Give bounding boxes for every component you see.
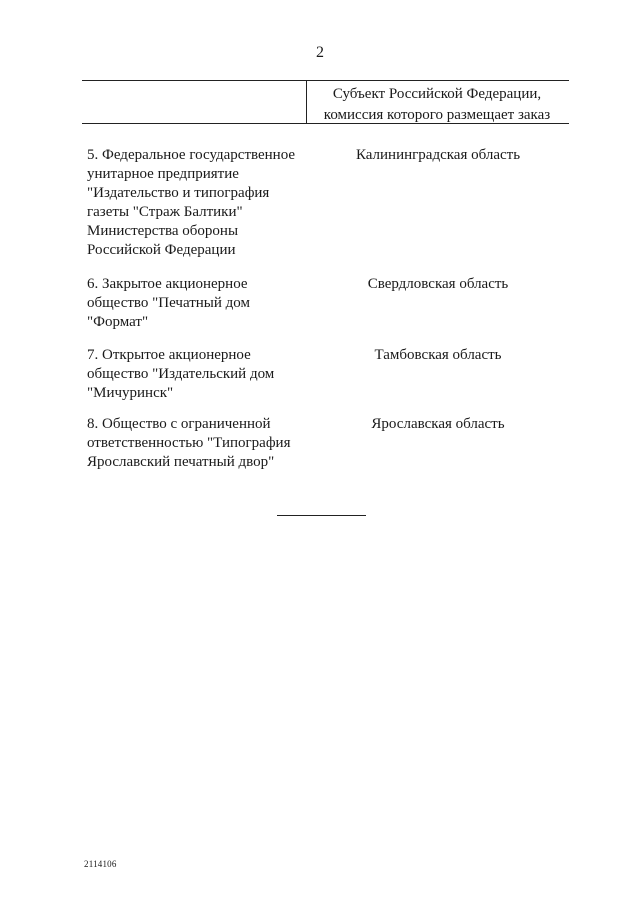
region-cell-5: Калининградская область [355,147,521,163]
organization-line: "Формат" [87,314,149,330]
organization-cell-8 [87,415,317,472]
column-header-line-2: комиссия которого размещает заказ [323,107,551,123]
organization-line: 6. Закрытое акционерное [87,276,248,292]
organization-line: общество "Издательский дом [87,366,275,382]
organization-cell-7 [87,346,317,403]
end-of-document-rule [277,515,366,516]
region-cell-7: Тамбовская область [374,347,502,363]
region-cell-6: Свердловская область [367,276,509,292]
organization-line: "Издательство и типография [87,185,270,201]
organization-line: унитарное предприятие [87,166,239,182]
organization-line: Министерства обороны [87,223,239,239]
organization-line: Ярославский печатный двор" [87,454,275,470]
organization-line: "Мичуринск" [87,385,174,401]
region-cell-8: Ярославская область [371,416,505,432]
organization-line: 7. Открытое акционерное [87,347,251,363]
organization-line: газеты "Страж Балтики" [87,204,243,220]
organization-line: 5. Федеральное государственное [87,147,296,163]
organization-cell-6 [87,275,317,332]
table-top-rule [82,80,569,81]
organization-cell-5 [87,146,317,260]
organization-line: Российской Федерации [87,242,236,258]
page-number: 2 [316,44,324,61]
organization-line: общество "Печатный дом [87,295,250,311]
organization-line: ответственностью "Типография [87,435,291,451]
column-header-subject [306,84,568,126]
organization-line: 8. Общество с ограниченной [87,416,271,432]
column-header-line-1: Субъект Российской Федерации, [332,86,542,102]
document-code: 2114106 [84,859,117,869]
